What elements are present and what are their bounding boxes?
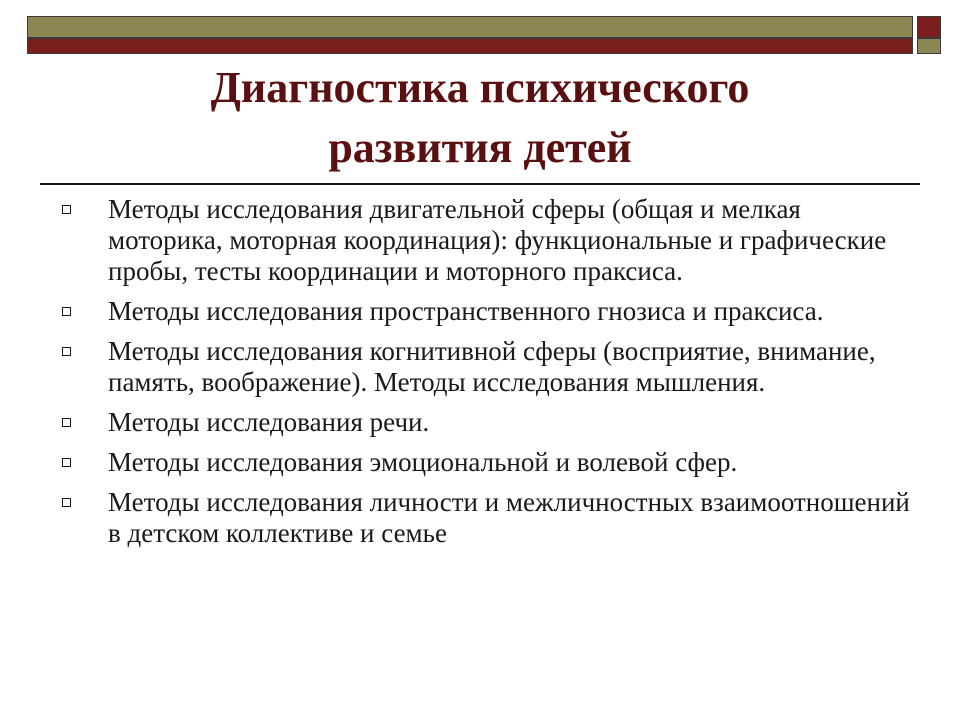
bullet-item	[62, 194, 912, 287]
bullet-text: Методы исследования пространственного гнозиса и праксиса.	[108, 296, 824, 326]
hollow-square-icon	[62, 418, 71, 427]
bullet-text: Методы исследования речи.	[108, 407, 430, 437]
hollow-square-icon	[62, 307, 71, 316]
hollow-square-icon	[62, 458, 71, 467]
title-line-1: Диагностика психического	[210, 63, 750, 112]
hollow-square-icon	[62, 498, 71, 507]
title-line-2: развития детей	[328, 123, 632, 172]
bullet-list	[62, 194, 912, 558]
corner-square-olive	[917, 38, 941, 54]
bullet-text: Методы исследования личности и межличностных взаимоотношений в детском коллективе и семье	[108, 487, 910, 548]
slide-title	[60, 58, 900, 178]
bullet-item	[62, 336, 912, 398]
bullet-item	[62, 487, 912, 549]
corner-square-maroon	[917, 16, 941, 38]
bullet-item	[62, 407, 912, 438]
header-bar-olive	[27, 16, 913, 38]
bullet-text: Методы исследования двигательной сферы (общая и мелкая моторика, моторная координация): функциональные и графические пробы, тесты координации и моторного праксиса.	[108, 194, 887, 286]
hollow-square-icon	[62, 205, 71, 214]
header-bar-maroon	[27, 38, 913, 54]
title-divider	[40, 183, 920, 185]
bullet-text: Методы исследования когнитивной сферы (восприятие, внимание, память, воображение). Методы исследования мышления.	[108, 336, 876, 397]
bullet-item	[62, 447, 912, 478]
hollow-square-icon	[62, 347, 71, 356]
bullet-text: Методы исследования эмоциональной и волевой сфер.	[108, 447, 738, 477]
bullet-item	[62, 296, 912, 327]
